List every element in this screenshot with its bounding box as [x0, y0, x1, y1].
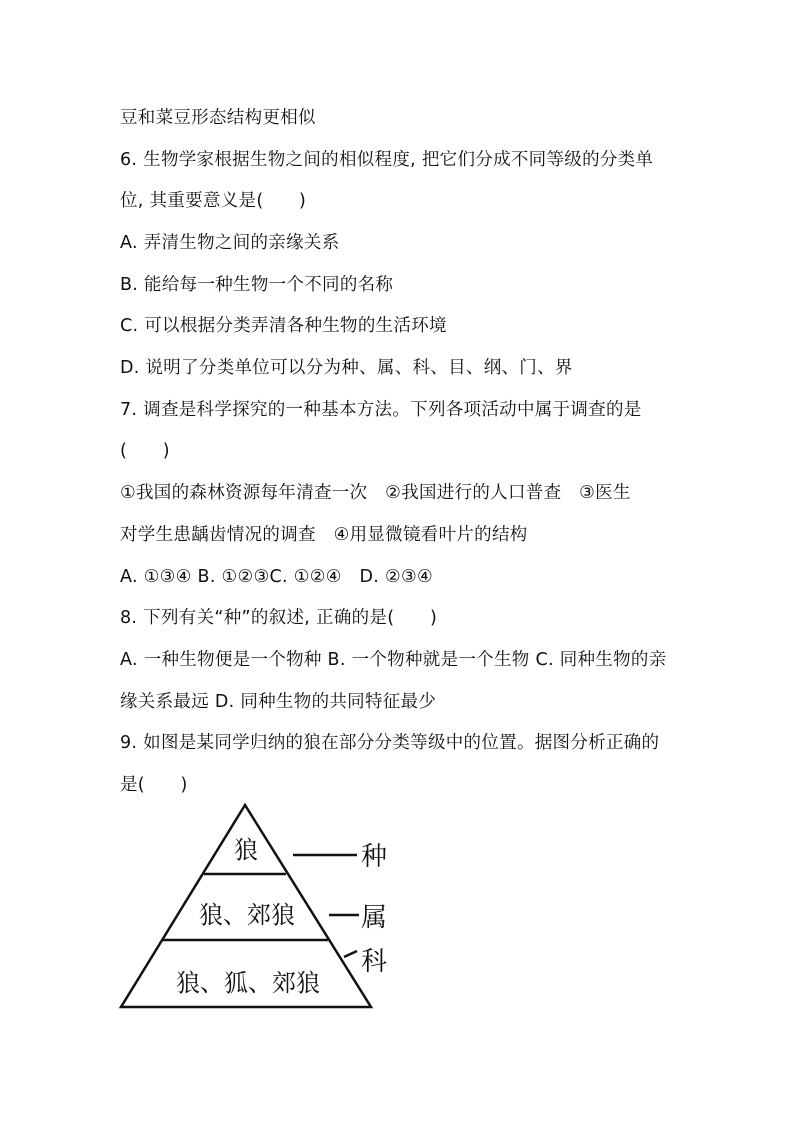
tier-bottom-text: 狼、狐、郊狼: [176, 969, 320, 997]
classification-pyramid-figure: [110, 795, 410, 1020]
question-8-stem: 8. 下列有关“种”的叙述, 正确的是( ): [120, 608, 438, 628]
text-line-1: 豆和菜豆形态结构更相似: [120, 108, 316, 128]
tier-top-text: 狼: [234, 836, 258, 864]
question-7-stem: 7. 调查是科学探究的一种基本方法。下列各项活动中属于调查的是: [120, 400, 642, 420]
question-9-stem: 9. 如图是某同学归纳的狼在部分分类等级中的位置。据图分析正确的: [120, 733, 660, 753]
question-9-stem-cont: 是( ): [120, 775, 188, 795]
question-8-options-cont: 缘关系最远 D. 同种生物的共同特征最少: [120, 692, 437, 712]
question-8-options: A. 一种生物便是一个物种 B. 一个物种就是一个生物 C. 同种生物的亲: [120, 650, 667, 670]
question-6-option-a: A. 弄清生物之间的亲缘关系: [120, 233, 340, 253]
tier-middle-text: 狼、郊狼: [199, 901, 295, 929]
question-6-option-d: D. 说明了分类单位可以分为种、属、科、目、纲、门、界: [120, 358, 573, 378]
question-6-option-b: B. 能给每一种生物一个不同的名称: [120, 275, 394, 295]
family-leader-line: [344, 951, 357, 957]
label-species: 种: [361, 842, 388, 872]
question-6-option-c: C. 可以根据分类弄清各种生物的生活环境: [120, 316, 447, 336]
question-7-options: A. ①③④ B. ①②③C. ①②④ D. ②③④: [120, 567, 433, 587]
label-genus: 属: [361, 903, 388, 933]
question-6-stem: 6. 生物学家根据生物之间的相似程度, 把它们分成不同等级的分类单: [120, 150, 654, 170]
label-family: 科: [361, 947, 388, 977]
question-6-stem-cont: 位, 其重要意义是( ): [120, 191, 307, 211]
question-7-items: ①我国的森林资源每年清查一次 ②我国进行的人口普查 ③医生: [120, 483, 631, 503]
question-7-items-cont: 对学生患龋齿情况的调查 ④用显微镜看叶片的结构: [120, 525, 528, 545]
question-7-stem-cont: ( ): [120, 441, 170, 461]
